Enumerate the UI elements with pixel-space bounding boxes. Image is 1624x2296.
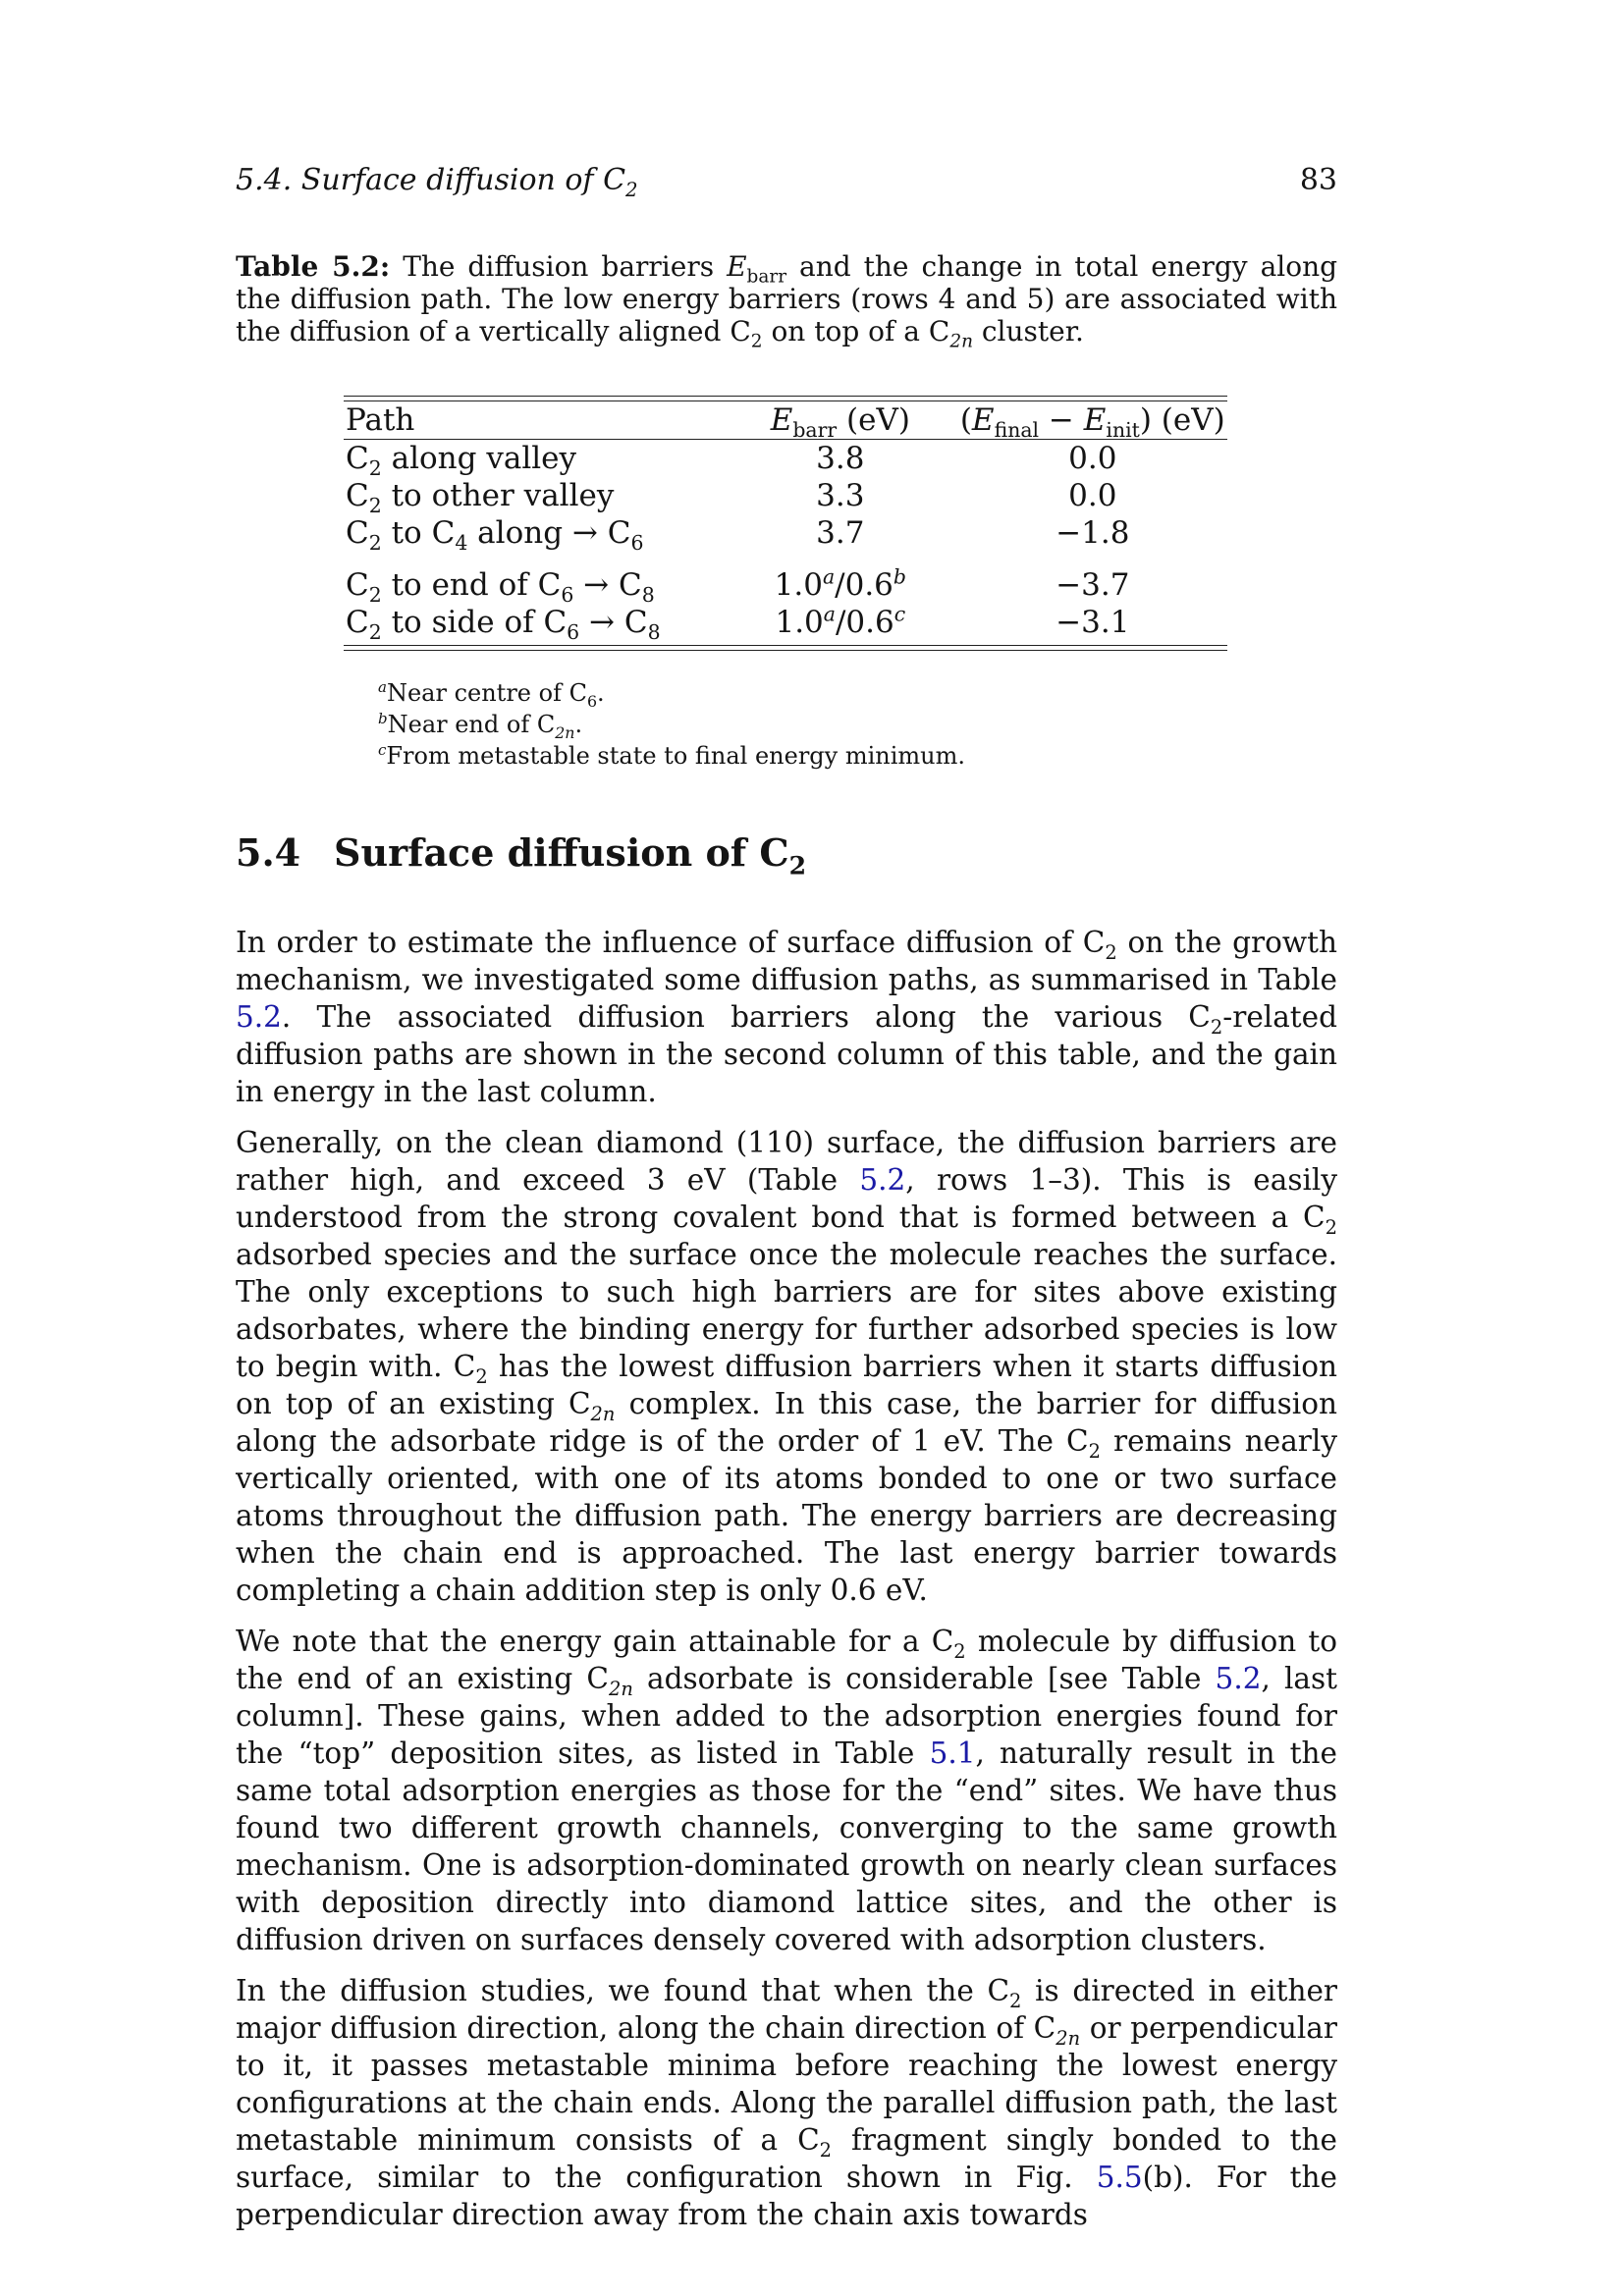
table-ref-link[interactable]: 5.2: [859, 1163, 906, 1197]
paragraph: In order to estimate the influence of surface diffusion of $C_2$ on the growth mechanism, we investigated some diffusion paths, as summarised in Table 5.2. The associated diffusion barriers along the various $C_2$-related diffusion paths are shown in the second column of this table, and the gain in energy in the last column.: [236, 926, 1337, 1108]
table-caption: Table 5.2: The diffusion barriers $E_{barr}$ and the change in total energy along the diffusion path. The low energy barriers (rows 4 and 5) are associated with the diffusion of a vertically aligned $C_2$ on top of a $C_{2n}$ cluster.: [236, 250, 1338, 352]
table-row: $C_2$ to other valley 3.3 0.0: [346, 478, 1117, 518]
table-row: $C_2$ to $C_4$ along → $C_6$ 3.7 −1.8: [346, 515, 1130, 556]
table-header-row: [344, 401, 1227, 439]
paragraph: In the diffusion studies, we found that when the $C_2$ is directed in either major diffusion direction, along the chain direction of $C_{2n}$ or perpendicular to it, it passes metastable minima before reaching the lowest energy configurations at the chain ends. Along the parallel diffusion path, the last metastable minimum consists of a $C_2$ fragment singly bonded to the surface, similar to the configuration shown in Fig. 5.5(b). For the perpendicular direction away from the chain axis towards: [236, 1974, 1338, 2231]
footnote-a: $^a$Near centre of $C_6$.: [378, 678, 605, 711]
paragraph: Generally, on the clean diamond (110) surface, the diffusion barriers are rather high, and exceed 3 eV (Table 5.2, rows 1–3). This is easily understood from the strong covalent bond that is formed between a $C_2$ adsorbed species and the surface once the molecule reaches the surface. The only exceptions to such high barriers are for sites above existing adsorbates, where the binding energy for further adsorbed species is low to begin with. $C_2$ has the lowest diffusion barriers when it starts diffusion on top of an existing $C_{2n}$ complex. In this case, the barrier for diffusion along the adsorbate ridge is of the order of 1 eV. The $C_2$ remains nearly vertically oriented, with one of its atoms bonded to one or two surface atoms throughout the diffusion path. The energy barriers are decreasing when the chain end is approached. The last energy barrier towards completing a chain addition step is only 0.6 eV.: [236, 1126, 1338, 1607]
table-footnotes: [378, 677, 965, 772]
footnote-b: $^b$Near end of $C_{2n}$.: [378, 710, 583, 742]
header-energy-change: $(E_{final} - E_{init})$ (eV): [959, 402, 1225, 443]
figure-ref-link[interactable]: 5.5: [1096, 2161, 1143, 2194]
page-number: 83: [1299, 163, 1337, 197]
diffusion-barrier-table: [344, 396, 1227, 651]
section-heading: [236, 830, 807, 881]
footnote-c: $^c$From metastable state to final energy minimum.: [378, 741, 966, 770]
table-ref-link[interactable]: 5.1: [929, 1736, 976, 1770]
table-row: $C_2$ to end of $C_6 \to C_8$ 1.0$^a$/0.6$^b$ −3.7: [346, 564, 1130, 608]
table-row: $C_2$ along valley 3.8 0.0: [346, 441, 1117, 481]
table-ref-link[interactable]: 5.2: [236, 1000, 282, 1034]
section-number: 5.4: [236, 830, 301, 875]
section-title: Surface diffusion of $C_2$: [334, 830, 807, 881]
body-text: [236, 924, 1337, 2247]
header-path: Path: [346, 402, 415, 438]
running-header: [236, 161, 1337, 200]
paragraph: We note that the energy gain attainable for a $C_2$ molecule by diffusion to the end of an existing $C_{2n}$ adsorbate is considerable [see Table 5.2, last column]. These gains, when added to the adsorption energies found for the “top” deposition sites, as listed in Table 5.1, naturally result in the same total adsorption energies as those for the “end” sites. We have thus found two different growth channels, converging to the same growth mechanism. One is adsorption-dominated growth on nearly clean surfaces with deposition directly into diamond lattice sites, and the other is diffusion driven on surfaces densely covered with adsorption clusters.: [236, 1625, 1338, 1956]
table-ref-link[interactable]: 5.2: [1215, 1662, 1262, 1695]
running-title: 5.4. Surface diffusion of $C_2$: [236, 163, 638, 201]
table-caption-label: Table 5.2:: [236, 250, 391, 283]
table-bottom-rule: [344, 645, 1227, 651]
table-row: $C_2$ to side of $C_6 \to C_8$ 1.0$^a$/0.6$^c$ −3.1: [346, 602, 1130, 645]
header-ebarr: $E_{barr}$ (eV): [770, 402, 910, 443]
